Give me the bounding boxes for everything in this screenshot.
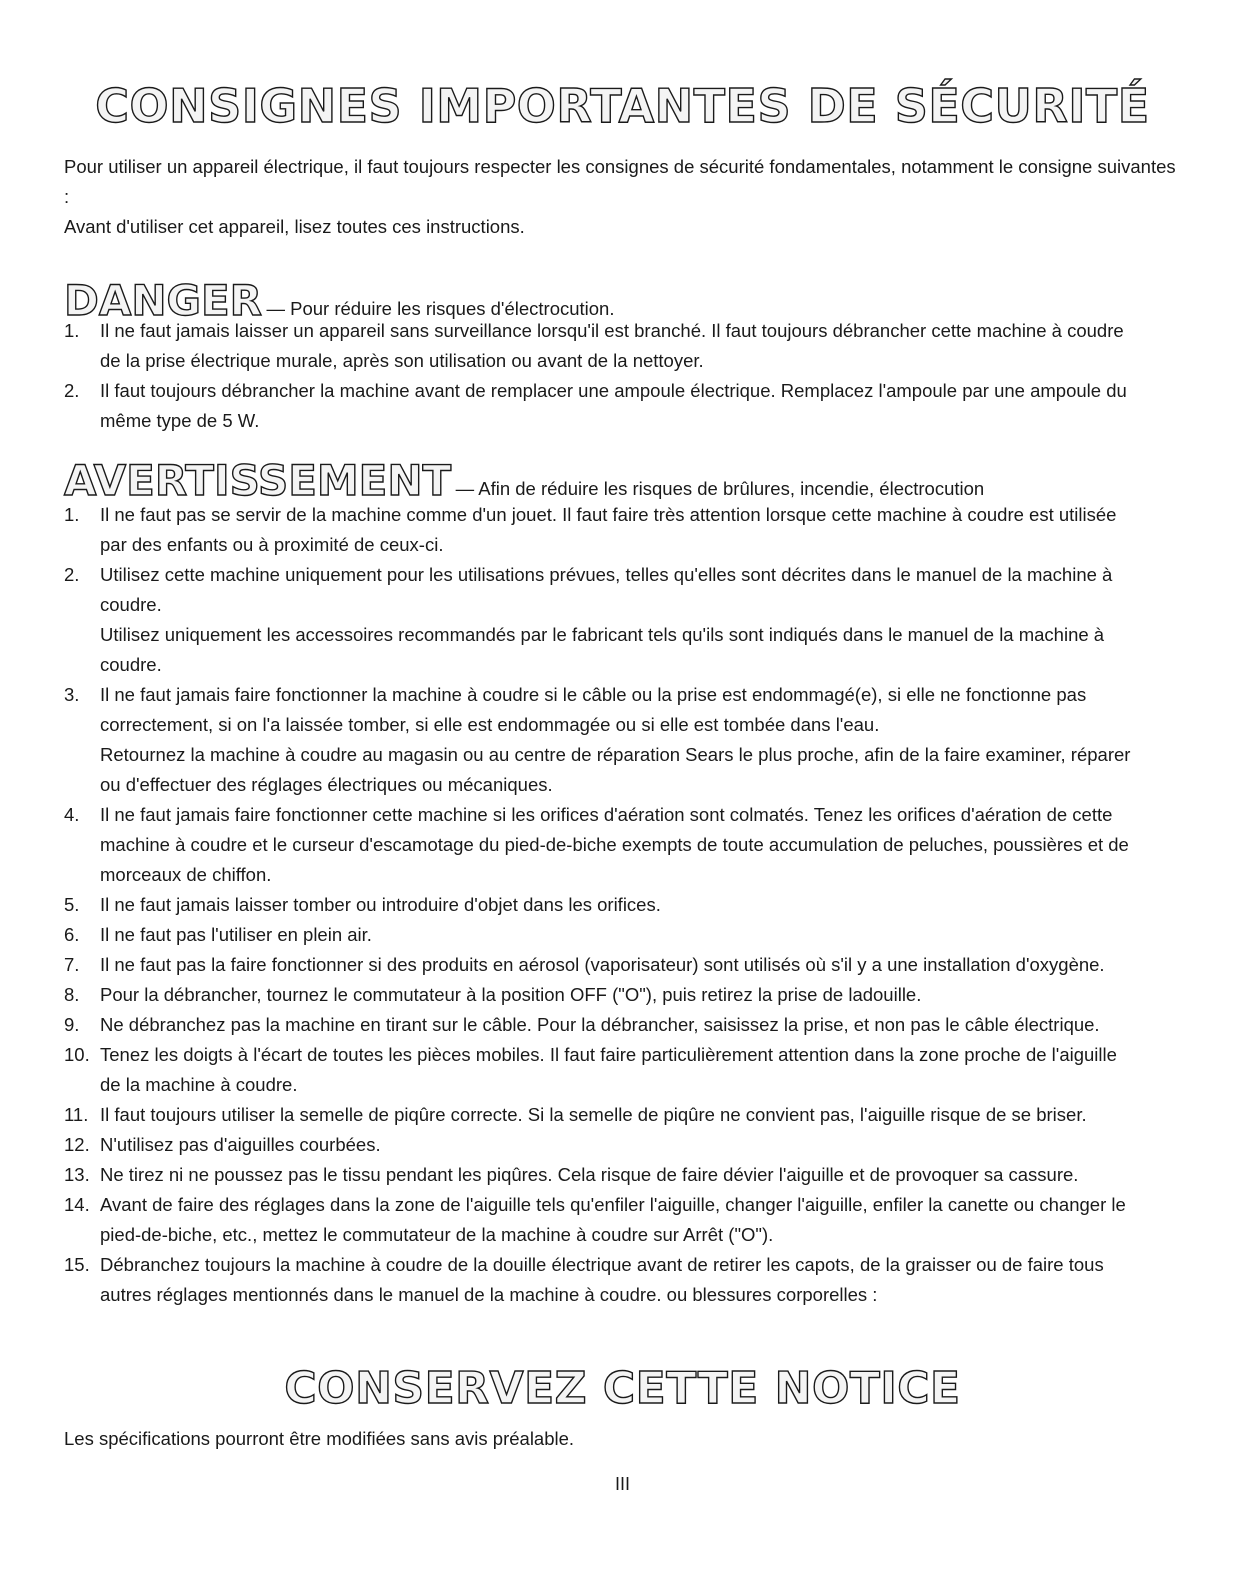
- list-item-text: Avant de faire des réglages dans la zone de l'aiguille tels qu'enfiler l'aiguille, changer l'aiguille, enfiler la canette ou changer le pied-de-biche, etc., mettez le commutateur de la machine à coudre sur Arrêt ("O").: [100, 1194, 1126, 1245]
- danger-heading-subtitle: — Pour réduire les risques d'électrocution.: [266, 298, 615, 319]
- list-item-text: Ne tirez ni ne poussez pas le tissu pendant les piqûres. Cela risque de faire dévier l'aiguille et de provoquer sa cassure.: [100, 1164, 1079, 1185]
- page-title: CONSIGNES IMPORTANTES DE SÉCURITÉ: [95, 79, 1150, 133]
- list-item: [0, 1130, 1140, 1160]
- list-item-number: 5.: [64, 894, 80, 915]
- list-item-number: 8.: [64, 984, 80, 1005]
- warning-heading-subtitle: — Afin de réduire les risques de brûlures, incendie, électrocution: [455, 478, 985, 499]
- list-item-number: 11.: [64, 1104, 89, 1125]
- list-item-number: 10.: [64, 1044, 90, 1065]
- list-item-number: 6.: [64, 924, 80, 945]
- list-item-text: Ne débranchez pas la machine en tirant sur le câble. Pour la débrancher, saisissez la prise, et non pas le câble électrique.: [100, 1014, 1100, 1035]
- page-number: III: [614, 1474, 630, 1494]
- warning-list: [0, 500, 1140, 1310]
- list-item-number: 9.: [64, 1014, 80, 1035]
- list-item-number: 15.: [64, 1254, 90, 1275]
- list-item-text: Pour la débrancher, tournez le commutateur à la position OFF ("O"), puis retirez la prise de ladouille.: [100, 984, 922, 1005]
- intro-line-1: Pour utiliser un appareil électrique, il faut toujours respecter les consignes de sécurité fondamentales, notamment le consigne suivantes :: [64, 156, 1176, 207]
- list-item-text: Il faut toujours utiliser la semelle de piqûre correcte. Si la semelle de piqûre ne convient pas, l'aiguille risque de se briser.: [100, 1104, 1087, 1125]
- list-item-number: 14.: [64, 1194, 90, 1215]
- list-item: [0, 920, 1140, 950]
- list-item-number: 12.: [64, 1134, 90, 1155]
- list-item-number: 2.: [64, 564, 80, 585]
- list-item: [0, 800, 1140, 890]
- list-item: [0, 500, 1140, 560]
- danger-heading-label: DANGER: [64, 276, 263, 325]
- list-item: [0, 980, 1140, 1010]
- intro-line-2: Avant d'utiliser cet appareil, lisez toutes ces instructions.: [64, 216, 525, 237]
- list-item-text: Il ne faut jamais laisser tomber ou introduire d'objet dans les orifices.: [100, 894, 661, 915]
- list-item: [0, 1160, 1140, 1190]
- list-item-text: Retournez la machine à coudre au magasin ou au centre de réparation Sears le plus proche, afin de la faire examiner, réparer ou d'effectuer des réglages électriques ou mécaniques.: [100, 744, 1131, 795]
- list-item-number: 1.: [64, 320, 80, 341]
- list-item-text: Tenez les doigts à l'écart de toutes les pièces mobiles. Il faut faire particulièrement attention dans la zone proche de l'aiguille de la machine à coudre.: [100, 1044, 1117, 1095]
- list-item: [0, 1100, 1140, 1130]
- list-item-number: 7.: [64, 954, 80, 975]
- save-notice-title: CONSERVEZ CETTE NOTICE: [284, 1363, 961, 1414]
- warning-heading: [64, 456, 984, 505]
- list-item: [0, 950, 1140, 980]
- list-item-text: Il ne faut jamais faire fonctionner la machine à coudre si le câble ou la prise est endommagé(e), si elle ne fonctionne pas correctement, si on l'a laissée tomber, si elle est endommagée ou si elle est tombée dans l'eau.: [100, 684, 1087, 735]
- list-item-number: 2.: [64, 380, 80, 401]
- list-item-number: 3.: [64, 684, 80, 705]
- list-item-number: 1.: [64, 504, 80, 525]
- list-item-number: 4.: [64, 804, 80, 825]
- list-item: [0, 1250, 1140, 1310]
- specification-note: Les spécifications pourront être modifiées sans avis préalable.: [64, 1428, 575, 1449]
- warning-heading-label: AVERTISSEMENT: [64, 456, 452, 505]
- list-item: [0, 680, 1140, 800]
- list-item: [0, 376, 1140, 436]
- list-item-text: Il ne faut pas l'utiliser en plein air.: [100, 924, 372, 945]
- list-item-text: Il faut toujours débrancher la machine avant de remplacer une ampoule électrique. Remplacez l'ampoule par une ampoule du même type de 5 W.: [100, 380, 1127, 431]
- list-item-text: Utilisez cette machine uniquement pour les utilisations prévues, telles qu'elles sont décrites dans le manuel de la machine à coudre.: [100, 564, 1113, 615]
- list-item: [0, 1040, 1140, 1100]
- list-item-text: Utilisez uniquement les accessoires recommandés par le fabricant tels qu'ils sont indiqués dans le manuel de la machine à coudre.: [100, 624, 1105, 675]
- list-item-text: N'utilisez pas d'aiguilles courbées.: [100, 1134, 381, 1155]
- list-item: [0, 890, 1140, 920]
- list-item: [0, 1010, 1140, 1040]
- list-item-text: Débranchez toujours la machine à coudre de la douille électrique avant de retirer les capots, de la graisser ou de faire tous autres réglages mentionnés dans le manuel de la machine à coudre. ou blessures corporelles :: [100, 1254, 1104, 1305]
- list-item-text: Il ne faut jamais laisser un appareil sans surveillance lorsqu'il est branché. Il faut toujours débrancher cette machine à coudre de la prise électrique murale, après son utilisation ou avant de la nettoyer.: [100, 320, 1124, 371]
- list-item-text: Il ne faut pas se servir de la machine comme d'un jouet. Il faut faire très attention lorsque cette machine à coudre est utilisée par des enfants ou à proximité de ceux-ci.: [100, 504, 1117, 555]
- list-item-number: 13.: [64, 1164, 90, 1185]
- intro-text: [64, 152, 1184, 242]
- list-item-text: Il ne faut jamais faire fonctionner cette machine si les orifices d'aération sont colmatés. Tenez les orifices d'aération de cette machine à coudre et le curseur d'escamotage du pied-de-biche exempts de toute accumulation de peluches, poussières et de morceaux de chiffon.: [100, 804, 1129, 885]
- list-item: [0, 560, 1140, 680]
- list-item: [0, 316, 1140, 376]
- danger-list: [0, 316, 1140, 436]
- list-item-text: Il ne faut pas la faire fonctionner si des produits en aérosol (vaporisateur) sont utilisés où s'il y a une installation d'oxygène.: [100, 954, 1105, 975]
- list-item: [0, 1190, 1140, 1250]
